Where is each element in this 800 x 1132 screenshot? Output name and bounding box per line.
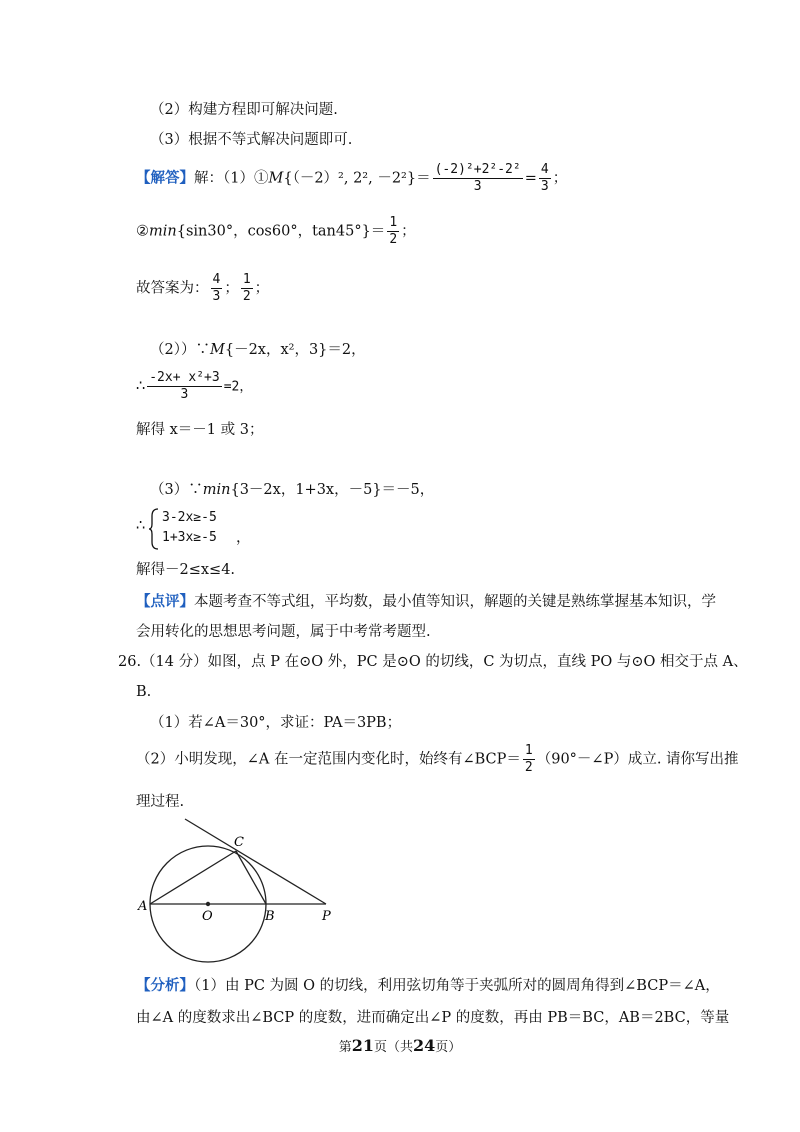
label-o: O	[202, 909, 213, 924]
fraction	[241, 272, 253, 305]
label-a: A	[138, 899, 148, 914]
text: 解：（1）①	[194, 170, 269, 187]
text: ；	[224, 280, 239, 297]
page-footer	[0, 1036, 800, 1055]
label-c: C	[234, 835, 244, 850]
analysis-line-1	[136, 976, 720, 996]
answer-line-4	[150, 340, 366, 360]
denominator: 3	[212, 289, 221, 304]
numerator: -2x+ x²+3	[149, 370, 220, 385]
question-line: （1）若∠A＝30°，求证：PA＝3PB；	[150, 715, 402, 731]
text: ，	[236, 530, 251, 546]
denominator: 3	[180, 387, 189, 402]
text-line: 解得－2≤x≤4.	[136, 562, 236, 578]
answer-line-1	[136, 162, 567, 195]
text: M	[268, 170, 284, 187]
center-point	[206, 902, 210, 906]
fraction	[523, 743, 535, 776]
text: （90°－∠P）成立. 请你写出推	[536, 751, 739, 768]
text: 第	[338, 1040, 352, 1055]
numerator: 1	[242, 272, 251, 287]
label-b: B	[265, 909, 275, 924]
text-line: 解得 x＝－1 或 3；	[136, 422, 264, 438]
system-row-1: 3-2x≥-5	[162, 510, 217, 525]
answer-tag: 【解答】	[136, 169, 194, 187]
system-row-2: 1+3x≥-5	[162, 530, 217, 545]
text: M	[209, 342, 225, 358]
numerator: 4	[540, 162, 549, 177]
text: ；	[552, 170, 568, 187]
geometry-figure	[130, 814, 350, 970]
text-line: （3）根据不等式解决问题即可.	[150, 132, 353, 148]
text: ；	[254, 280, 270, 297]
answer-line-5	[136, 370, 252, 403]
text-line: 会用转化的思想思考问题，属于中考常考题型.	[136, 624, 431, 640]
text: {3－2x，1+3x，－5}＝－5，	[230, 482, 435, 498]
text: （3）∵	[150, 482, 203, 498]
denominator: 3	[473, 179, 482, 194]
analysis-tag: 【分析】	[136, 977, 194, 994]
question-line: 26.（14 分）如图，点 P 在⊙O 外，PC 是⊙O 的切线，C 为切点，直线 PO 与⊙O 相交于点 A、	[118, 654, 748, 670]
text: 本题考查不等式组，平均数，最小值等知识，解题的关键是熟练掌握基本知识，学	[194, 594, 716, 610]
text: {sin30°，cos60°，tan45°}＝	[176, 223, 386, 240]
text: =	[524, 170, 537, 187]
numerator: 1	[389, 215, 398, 230]
brace-icon	[148, 508, 160, 550]
denominator: 2	[524, 760, 533, 775]
numerator: 4	[212, 272, 221, 287]
answer-line-2	[136, 215, 416, 248]
text: min	[149, 223, 177, 240]
denominator: 3	[540, 179, 549, 194]
text-line: （2）构建方程即可解决问题.	[150, 102, 338, 118]
label-p: P	[322, 909, 331, 924]
text: ②	[136, 223, 149, 240]
fraction	[387, 215, 399, 248]
text: ∴	[136, 518, 146, 534]
fraction	[211, 272, 223, 305]
question-line	[136, 743, 739, 776]
denominator: 2	[389, 232, 398, 247]
text: ∴	[136, 378, 146, 395]
review-tag: 【点评】	[136, 593, 194, 610]
text: （2））∵	[150, 342, 210, 358]
text: 故答案为：	[136, 280, 209, 297]
question-line: 理过程.	[136, 794, 185, 810]
fraction	[433, 162, 523, 195]
tangent-line	[185, 819, 326, 904]
text: ；	[401, 223, 416, 240]
review-line-1	[136, 592, 716, 612]
text: （2）小明发现，∠A 在一定范围内变化时，始终有∠BCP＝	[136, 751, 521, 768]
text: 页（共	[373, 1040, 413, 1055]
segment-ac	[150, 851, 236, 904]
fraction	[147, 370, 221, 403]
text: （1）由 PC 为圆 O 的切线，利用弦切角等于夹弧所对的圆周角得到∠BCP＝∠A，	[194, 978, 720, 994]
denominator: 2	[242, 289, 251, 304]
question-line: B.	[136, 684, 152, 700]
page-total: 24	[413, 1036, 436, 1055]
text: =2，	[223, 379, 253, 395]
text: {（－2）², 2², －2²}＝	[283, 170, 431, 187]
text: {－2x，x²，3}＝2，	[224, 342, 366, 358]
text-line: 由∠A 的度数求出∠BCP 的度数，进而确定出∠P 的度数，再由 PB＝BC，AB＝2BC，等量	[136, 1010, 730, 1026]
text: min	[202, 482, 231, 498]
answer-line-6	[150, 480, 434, 500]
page-number: 21	[351, 1036, 374, 1055]
text: 页）	[435, 1040, 462, 1055]
fraction	[539, 162, 551, 195]
numerator: 1	[524, 743, 533, 758]
answer-line-3	[136, 272, 269, 305]
numerator: (-2)²+2²-2²	[434, 162, 521, 177]
